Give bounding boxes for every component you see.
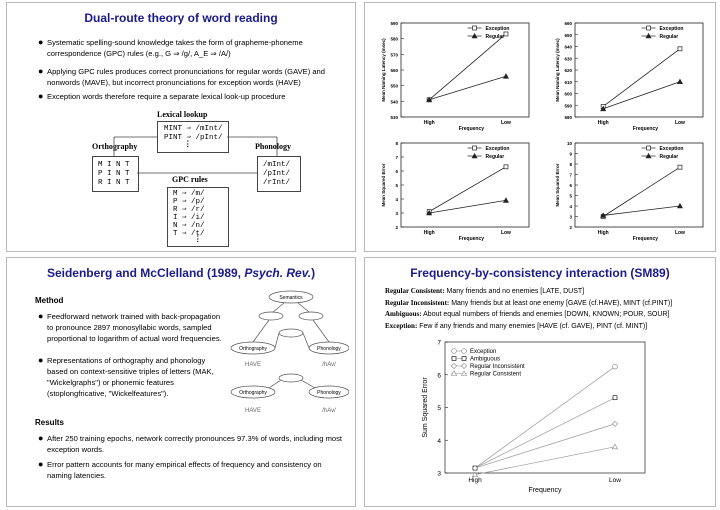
lexical-line: MINT ⇒ /mInt/ — [164, 125, 223, 133]
plot-frame — [401, 143, 529, 227]
y-tick-label: 8 — [569, 162, 572, 167]
slide-title: Frequency-by-consistency interaction (SM89) — [410, 266, 670, 280]
method-heading: Method — [35, 296, 64, 305]
data-point-regular-inconsistent — [612, 421, 617, 426]
y-tick-label: 620 — [564, 68, 572, 73]
plot-frame — [401, 23, 529, 117]
series-line-regular — [429, 200, 506, 213]
y-tick-label: 550 — [390, 83, 398, 89]
legend-label: Regular — [659, 33, 679, 40]
y-tick-label: 4 — [569, 204, 572, 209]
definition-regular-inconsistent: Regular Inconsistent: Many friends but at least one enemy [GAVE (cf.HAVE), MINT (cf.PINT)] — [385, 298, 673, 307]
legend-label: Exception — [485, 145, 510, 152]
y-axis-label: Sum Squared Error — [422, 377, 429, 438]
ellipsis-dots: ⋮ — [194, 236, 202, 244]
x-tick-label: High — [468, 477, 482, 484]
gpc-line: M ⇒ /m/ — [173, 190, 205, 198]
y-tick-label: 4 — [395, 197, 398, 202]
legend-label: Exception — [470, 349, 497, 356]
y-tick-label: 600 — [564, 91, 572, 97]
slide-frequency-consistency — [364, 257, 716, 507]
y-tick-label: 3 — [395, 211, 398, 216]
phon-have: /hAv/ — [322, 362, 336, 368]
y-axis-label: Mean Squared Error — [555, 163, 560, 207]
data-point-exception — [678, 165, 682, 169]
diagram-connectors — [7, 3, 355, 251]
legend-label: Regular Consistent — [470, 371, 522, 378]
x-axis-label: Frequency — [528, 487, 562, 494]
data-point-ambiguous — [613, 396, 617, 400]
sse-chart — [365, 336, 715, 506]
series-line-regular-inconsistent — [475, 424, 615, 468]
y-tick-label: 7 — [437, 339, 441, 347]
y-tick-label: 5 — [569, 193, 572, 199]
series-line-regular — [429, 76, 506, 100]
y-tick-label: 2 — [569, 225, 572, 230]
slide-title: Dual-route theory of word reading — [84, 11, 278, 25]
series-line-ambiguous — [475, 398, 615, 468]
definition-ambiguous: Ambiguous: About equal numbers of friends and enemies [DOWN, KNOWN; POUR, SOUR] — [385, 310, 670, 318]
y-tick-label: 9 — [569, 151, 572, 157]
y-tick-label: 650 — [564, 32, 572, 38]
data-point-exception — [504, 32, 508, 36]
legend-marker — [462, 357, 466, 361]
y-tick-label: 630 — [564, 56, 572, 62]
series-line-exception — [429, 34, 506, 100]
y-tick-label: 580 — [390, 36, 398, 42]
bullet-gpc: ● Systematic spelling-sound knowledge takes the form of grapheme-phoneme correspondence (GPC) rules (e.g., G ⇒ /g/, A_E ⇒ /A/) — [38, 37, 303, 58]
plot-frame — [575, 23, 703, 117]
network-diagram — [229, 288, 349, 448]
phon-have: /hAv/ — [322, 408, 336, 414]
y-tick-label: 8 — [395, 141, 398, 146]
slide-behavioral-data — [364, 2, 716, 252]
x-axis-label: Frequency — [632, 126, 659, 132]
legend-label: Regular — [659, 153, 679, 160]
bullet-regular: ● Applying GPC rules produces correct pronunciations for regular words (GAVE) and nonwords (MAVE), but incorrect pronunciations for exception words (HAVE) — [38, 66, 326, 87]
gpc-line: R ⇒ /r/ — [173, 206, 205, 214]
legend-marker — [647, 146, 651, 150]
y-tick-label: 5 — [395, 183, 398, 188]
legend-label: Exception — [485, 25, 510, 32]
legend-marker — [473, 146, 477, 150]
x-tick-label: High — [423, 120, 435, 126]
gpc-line: T ⇒ /t/ — [173, 230, 205, 238]
y-tick-label: 3 — [437, 470, 441, 478]
legend-marker — [451, 363, 456, 368]
bullet-method-representations: ● Representations of orthography and phonology based on context-sensitive triples of letters (MAK, "Wickelgraphs") or phonemic features (stoplongfricative, "Wickelfeatures"). — [38, 355, 214, 398]
data-point-regular — [677, 204, 682, 209]
bullet-results-errors: ● Error pattern accounts for many empirical effects of frequency and consistency on naming latencies. — [38, 459, 322, 480]
bullet-method-network: ● Feedforward network trained with back-propagation to pronounce 2897 monosyllabic words, sampled proportional to logarithm of actual word frequencies. — [38, 311, 222, 343]
word-have: HAVE — [245, 408, 261, 414]
gpc-line: N ⇒ /n/ — [173, 222, 205, 230]
series-line-regular — [603, 206, 680, 215]
frequency-charts — [365, 3, 715, 251]
y-tick-label: 3 — [569, 214, 572, 220]
x-tick-label: Low — [674, 230, 685, 236]
gpc-line: P ⇒ /p/ — [173, 198, 205, 206]
definition-regular-consistent: Regular Consistent: Many friends and no enemies [LATE, DUST] — [385, 287, 585, 295]
series-line-exception — [429, 167, 506, 212]
x-tick-label: Low — [500, 120, 511, 126]
legend-label: Exception — [659, 145, 684, 152]
y-axis-label: Mean Squared Error — [381, 163, 386, 207]
series-line-exception — [603, 49, 680, 107]
node-semantics: Semantics — [279, 295, 303, 301]
bullet-exception: ● Exception words therefore require a separate lexical look-up procedure — [38, 91, 286, 101]
y-tick-label: 6 — [569, 183, 572, 188]
series-line-exception — [603, 167, 680, 216]
y-tick-label: 4 — [437, 437, 441, 445]
results-heading: Results — [35, 418, 64, 427]
y-tick-label: 5 — [437, 405, 441, 412]
gpc-line: I ⇒ /i/ — [173, 214, 205, 222]
y-tick-label: 640 — [564, 44, 572, 50]
definition-exception: Exception: Few if any friends and many enemies [HAVE (cf. GAVE), PINT (cf. MINT)] — [385, 321, 648, 330]
series-line-regular — [603, 82, 680, 109]
definition-list — [385, 286, 711, 332]
orth-line: R I N T — [98, 179, 130, 187]
orth-line: M I N T — [98, 161, 130, 169]
slide-title: Seidenberg and McClelland (1989, Psych. Rev.) — [46, 266, 316, 280]
phonology-label: Phonology — [255, 142, 292, 151]
series-line-regular-consistent — [475, 447, 615, 475]
legend-marker — [461, 363, 466, 368]
data-point-exception — [613, 364, 618, 369]
x-tick-label: Low — [500, 230, 511, 236]
y-tick-label: 660 — [564, 21, 572, 26]
phon-line: /rInt/ — [263, 179, 291, 187]
legend-marker — [452, 349, 457, 354]
y-axis-label: Mean Naming Latency (msec) — [381, 38, 386, 102]
node-orthography: Orthography — [239, 346, 267, 352]
slide-dual-route — [6, 2, 356, 252]
x-tick-label: High — [423, 230, 435, 236]
y-tick-label: 530 — [390, 115, 398, 120]
y-tick-label: 580 — [564, 115, 572, 120]
data-point-regular-consistent — [612, 444, 617, 449]
series-line-exception — [475, 367, 615, 469]
data-point-regular — [503, 74, 508, 79]
data-point-exception — [504, 165, 508, 169]
y-tick-label: 7 — [569, 172, 572, 178]
y-tick-label: 610 — [564, 79, 572, 85]
gpc-rules-label: GPC rules — [172, 175, 208, 184]
y-tick-label: 10 — [566, 141, 572, 146]
y-tick-label: 7 — [395, 155, 398, 160]
x-tick-label: High — [597, 120, 609, 126]
y-tick-label: 6 — [437, 372, 441, 380]
y-tick-label: 590 — [390, 21, 398, 26]
x-axis-label: Frequency — [458, 236, 485, 242]
word-have: HAVE — [245, 362, 261, 368]
lexical-line: PINT ⇒ /pInt/ — [164, 134, 223, 142]
y-tick-label: 560 — [390, 68, 398, 73]
y-tick-label: 6 — [395, 169, 398, 174]
phon-line: /mInt/ — [263, 161, 291, 169]
x-tick-label: High — [597, 230, 609, 236]
y-tick-label: 570 — [390, 52, 398, 58]
bullet-results-accuracy: ● After 250 training epochs, network correctly pronounces 97.3% of words, including most exception words. — [38, 433, 343, 454]
node-phonology: Phonology — [317, 346, 341, 352]
legend-marker — [452, 357, 456, 361]
orth-line: P I N T — [98, 170, 130, 178]
x-tick-label: Low — [674, 120, 685, 126]
node-orthography: Orthography — [239, 390, 267, 396]
y-tick-label: 540 — [390, 99, 398, 105]
ellipsis-dots: ⋮ — [184, 141, 192, 149]
lexical-lookup-label: Lexical lookup — [157, 110, 208, 119]
y-tick-label: 590 — [564, 103, 572, 109]
legend-marker — [647, 26, 651, 30]
y-axis-label: Mean Naming Latency (msec) — [555, 38, 560, 102]
legend-label: Exception — [659, 25, 684, 32]
slide-seidenberg-mcclelland — [6, 257, 356, 507]
x-axis-label: Frequency — [632, 236, 659, 242]
legend-label: Ambiguous — [470, 356, 501, 363]
plot-frame — [575, 143, 703, 227]
orthography-label: Orthography — [92, 142, 138, 151]
x-tick-label: Low — [609, 477, 621, 484]
legend-label: Regular — [485, 153, 505, 160]
phon-line: /pInt/ — [263, 170, 291, 178]
data-point-exception — [678, 47, 682, 51]
data-point-regular — [677, 79, 682, 84]
legend-marker — [473, 26, 477, 30]
legend-label: Regular Inconsistent — [470, 364, 525, 371]
node-phonology: Phonology — [317, 390, 341, 396]
data-point-regular — [503, 198, 508, 203]
x-axis-label: Frequency — [458, 126, 485, 132]
y-tick-label: 2 — [395, 225, 398, 230]
legend-label: Regular — [485, 33, 505, 40]
legend-marker — [462, 349, 467, 354]
